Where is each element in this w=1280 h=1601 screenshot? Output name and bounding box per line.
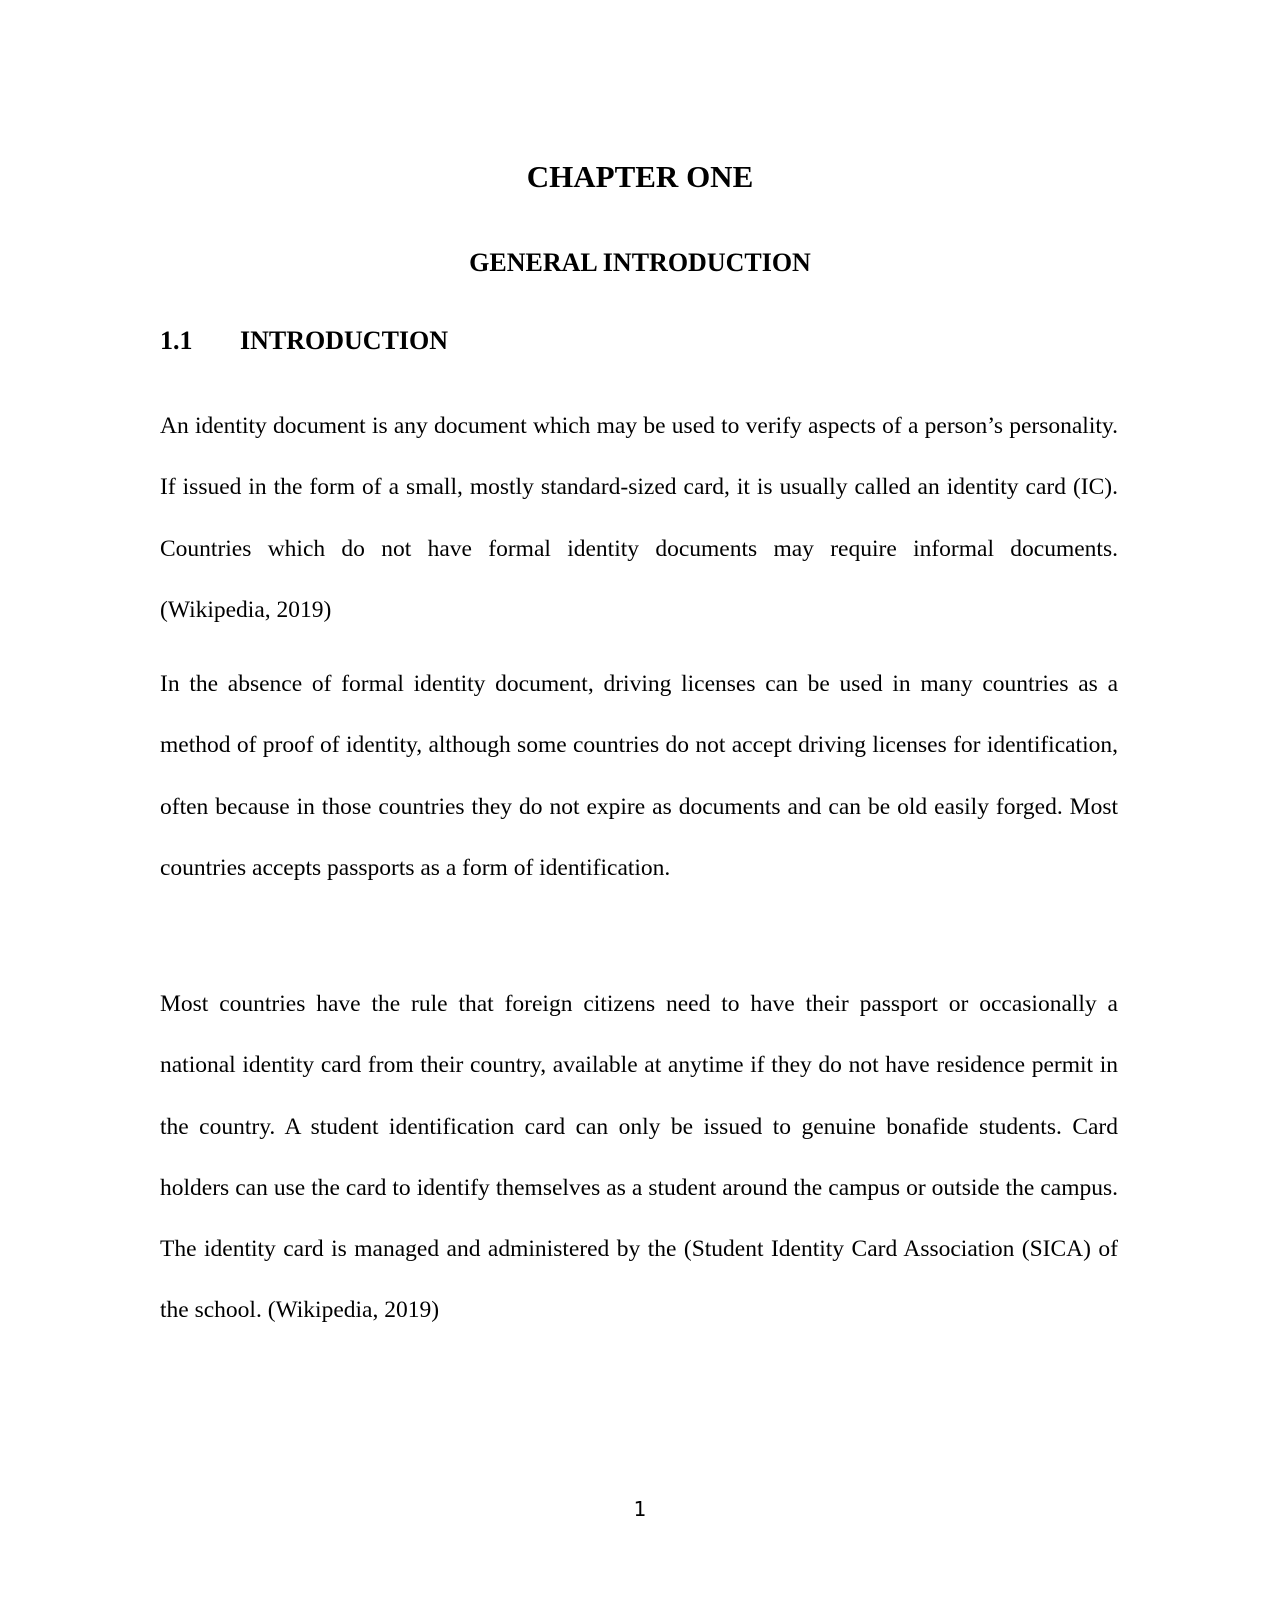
- section-heading: [160, 326, 448, 356]
- paragraph: In the absence of formal identity document, driving licenses can be used in many countries as a method of proof of identity, although some countries do not accept driving licenses for identification, often because in those countries they do not expire as documents and can be old easily forged. Most countries accepts passports as a form of identification.: [160, 671, 1118, 881]
- paragraph: An identity document is any document which may be used to verify aspects of a person’s personality. If issued in the form of a small, mostly standard-sized card, it is usually called an identity card (IC). Countries which do not have formal identity documents may require informal documents. (Wikipedia, 2019): [160, 413, 1118, 623]
- section-title: INTRODUCTION: [240, 326, 449, 355]
- page-number: 1: [633, 1497, 647, 1521]
- chapter-subtitle: GENERAL INTRODUCTION: [469, 248, 811, 277]
- paragraph: Most countries have the rule that foreign citizens need to have their passport or occasionally a national identity card from their country, available at anytime if they do not have residence permit in the country. A student identification card can only be issued to genuine bonafide students. Card holders can use the card to identify themselves as a student around the campus or outside the campus. The identity card is managed and administered by the (Student Identity Card Association (SICA) of the school. (Wikipedia, 2019): [160, 991, 1118, 1324]
- section-number: 1.1: [160, 326, 193, 355]
- chapter-title: CHAPTER ONE: [526, 159, 754, 194]
